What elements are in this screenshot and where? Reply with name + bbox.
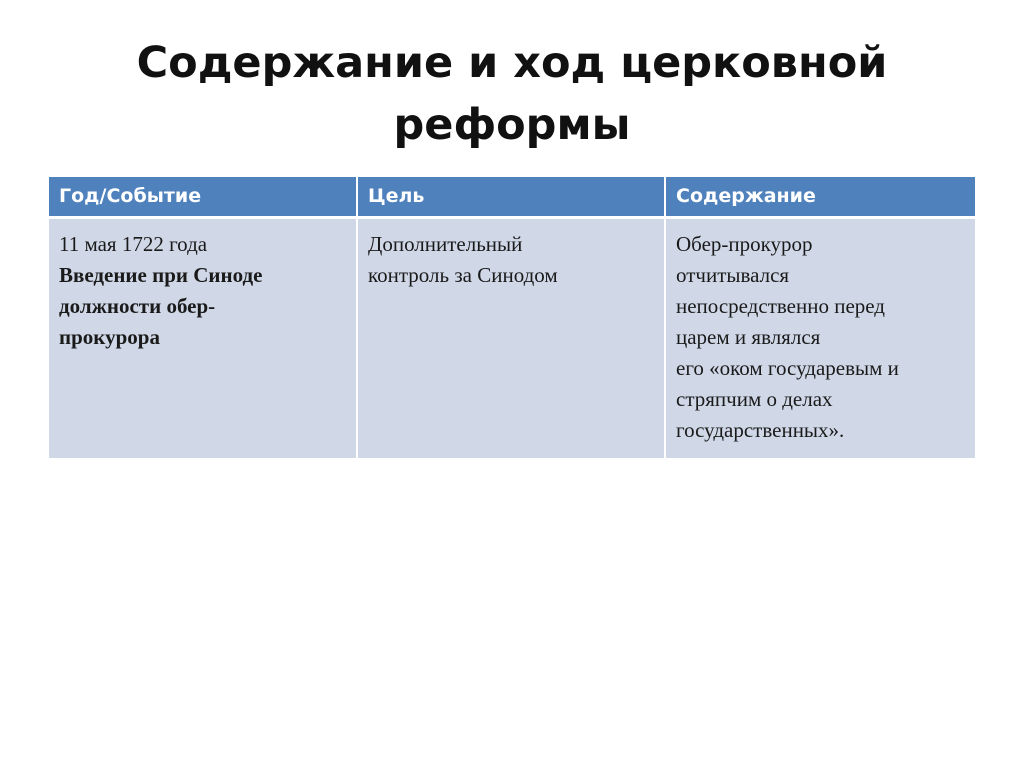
header-goal: Цель bbox=[357, 177, 665, 217]
content-line: его «оком государевым и bbox=[676, 355, 899, 380]
slide-title-line-2: реформы bbox=[393, 100, 631, 150]
content-line: стряпчим о делах bbox=[676, 386, 833, 411]
cell-goal bbox=[357, 217, 665, 458]
slide-title-line-1: Содержание и ход церковной bbox=[136, 38, 888, 88]
slide-title bbox=[100, 32, 924, 156]
reform-table bbox=[49, 177, 975, 458]
header-content: Содержание bbox=[665, 177, 975, 217]
cell-year-event bbox=[49, 217, 357, 458]
content-line: непосредственно перед bbox=[676, 293, 885, 318]
event-title-line: должности обер- bbox=[59, 293, 216, 318]
event-title-line: Введение при Синоде bbox=[59, 262, 263, 287]
event-date: 11 мая 1722 года bbox=[59, 231, 208, 256]
event-title-line: прокурора bbox=[59, 324, 160, 349]
content-line: государственных». bbox=[676, 417, 845, 442]
table-header-row bbox=[49, 177, 975, 217]
content-line: царем и являлся bbox=[676, 324, 821, 349]
goal-line: Дополнительный bbox=[368, 231, 523, 256]
table-row bbox=[49, 217, 975, 458]
content-line: Обер-прокурор bbox=[676, 231, 813, 256]
goal-line: контроль за Синодом bbox=[368, 262, 558, 287]
header-year-event: Год/Событие bbox=[49, 177, 357, 217]
cell-content bbox=[665, 217, 975, 458]
content-line: отчитывался bbox=[676, 262, 790, 287]
